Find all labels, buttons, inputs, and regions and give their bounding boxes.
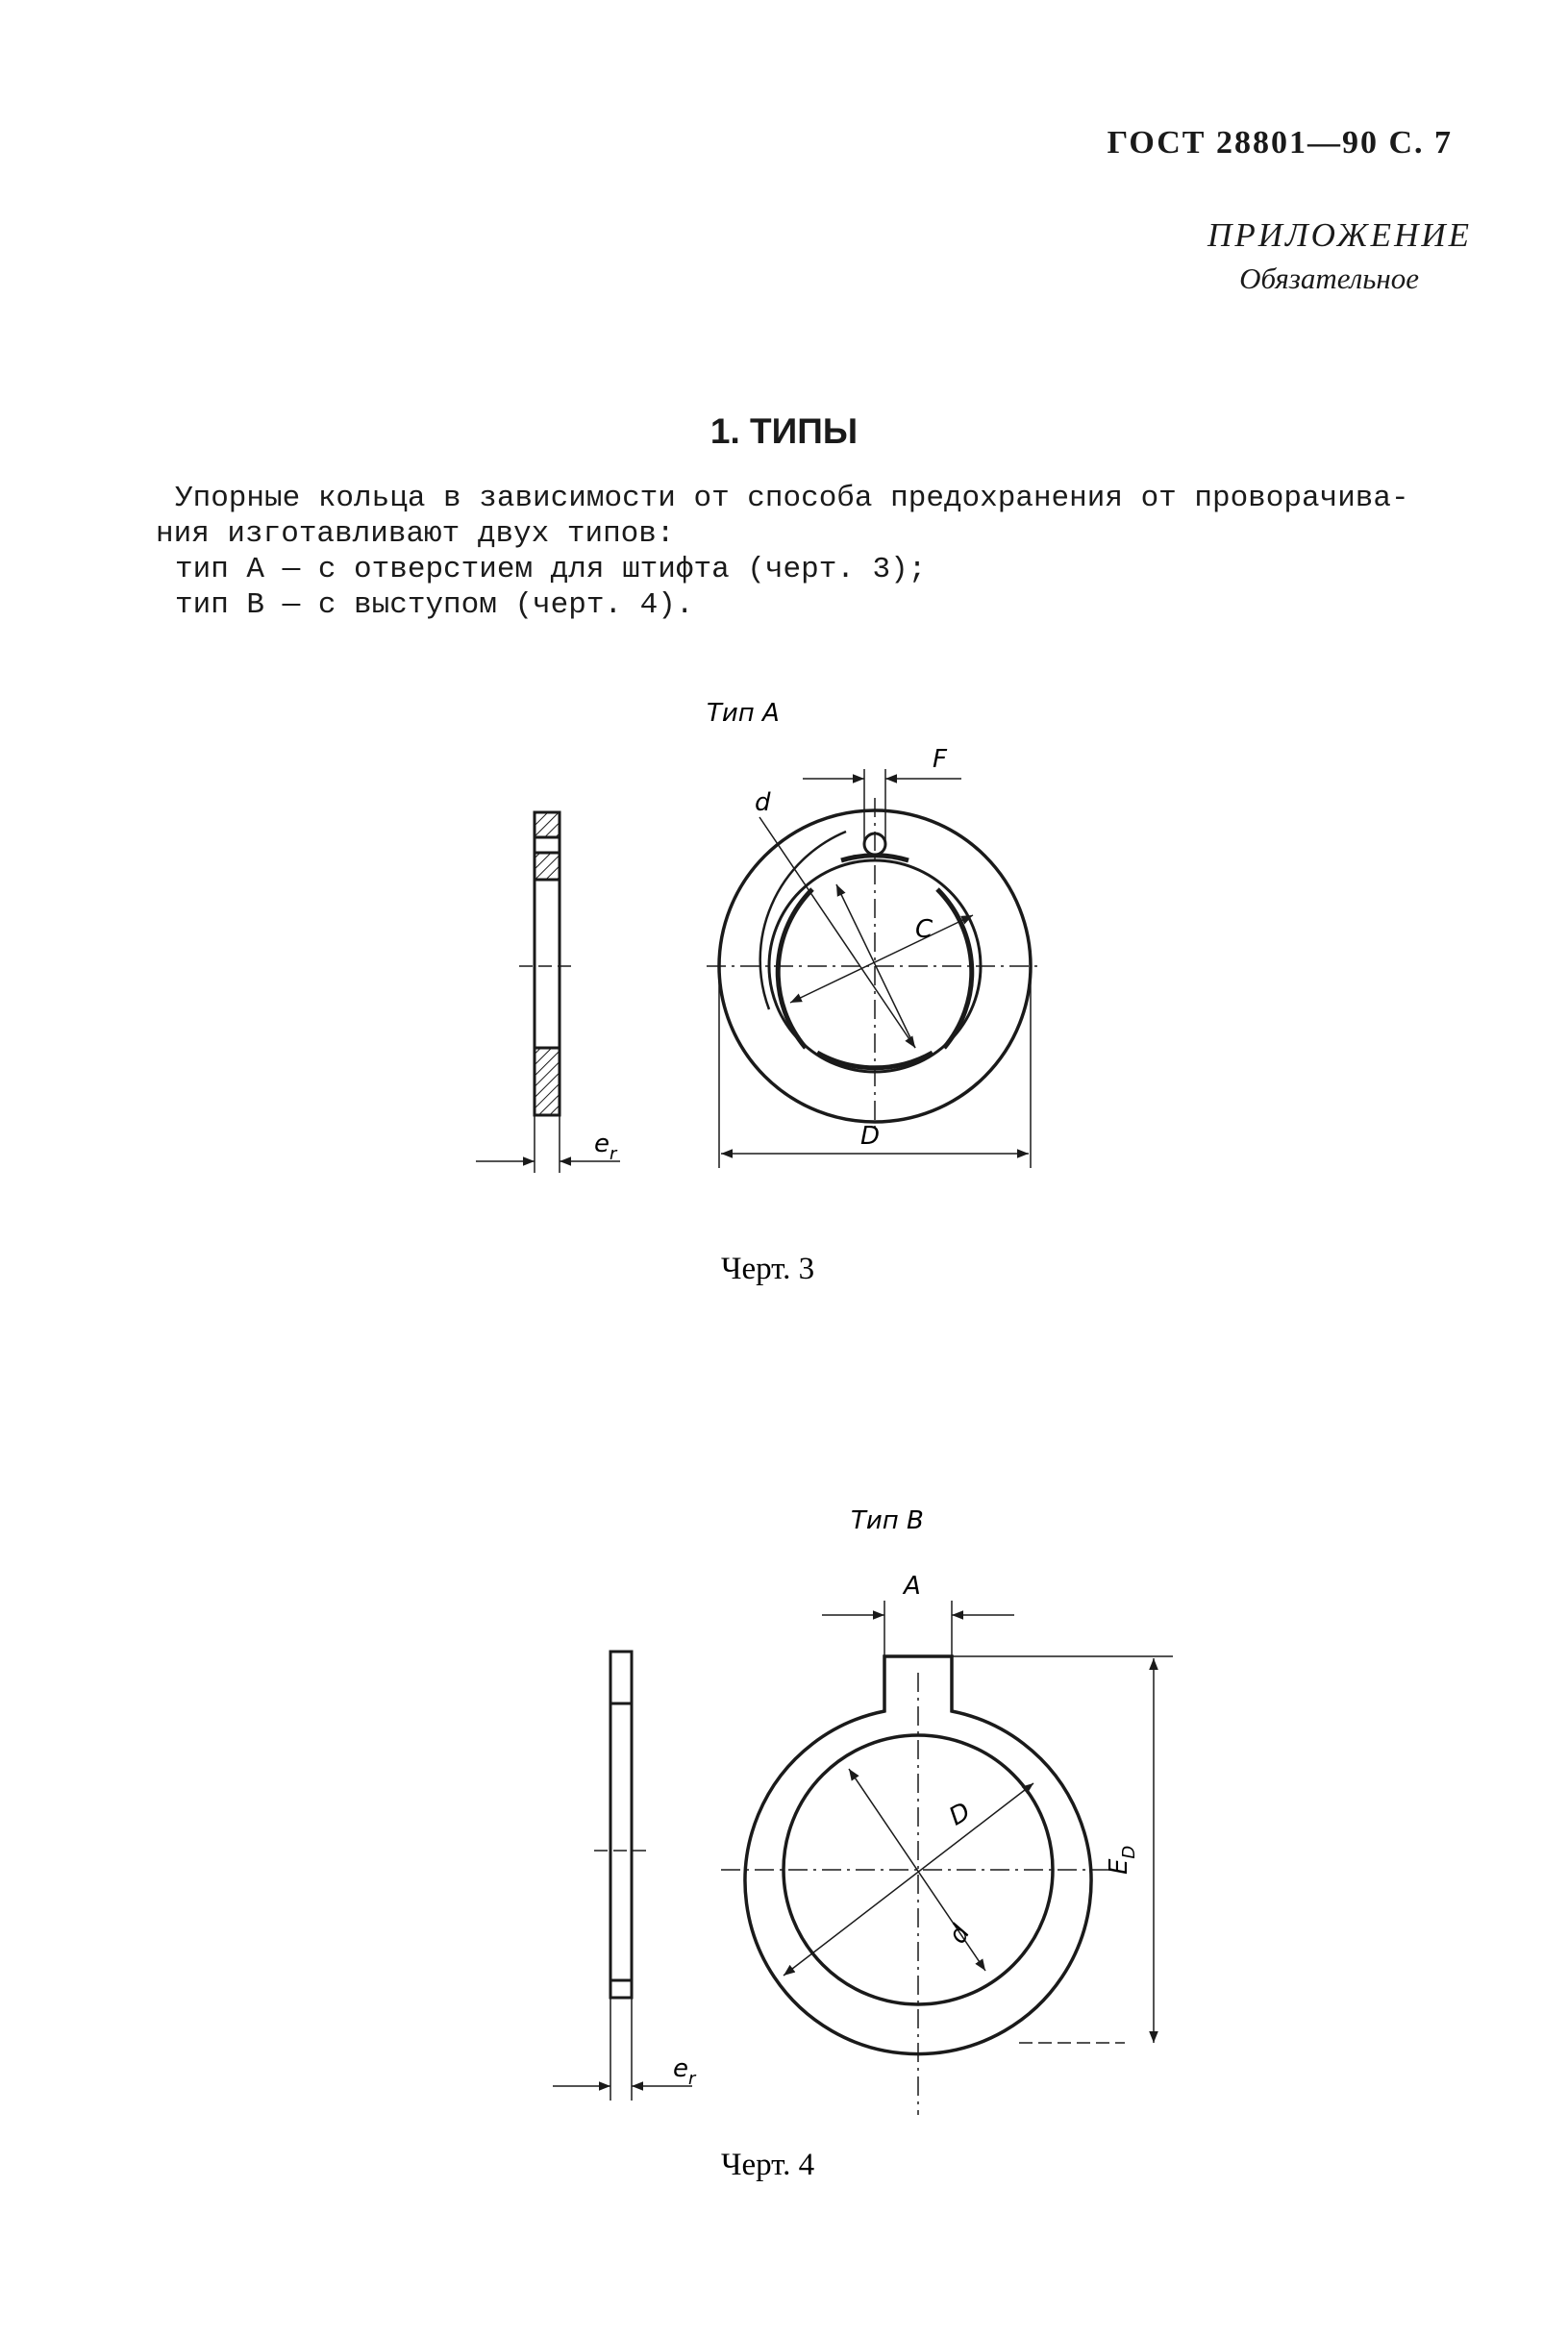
document-reference: ГОСТ 28801—90 С. 7 [1107,125,1453,161]
dim-d-a: d [755,788,771,817]
type-a-label: Тип А [707,699,780,728]
dim-f-a: F [933,745,947,774]
paragraph-line-3: тип А — с отверстием для штифта (черт. 3); [175,553,927,586]
dim-outer-d-a: D [860,1122,881,1151]
paragraph-line-2: ния изготавливают двух типов: [156,517,675,551]
dim-er-b: $e_r$ [673,2054,696,2089]
type-b-front-view [721,1601,1173,2115]
type-b-label: Тип В [851,1506,924,1535]
dim-outer-d-b: D [944,1797,976,1832]
type-b-side-view [553,1652,692,2101]
paragraph-line-1: Упорные кольца в зависимости от способа предохранения от проворачива- [175,482,1409,515]
paragraph-line-4: тип В — с выступом (черт. 4). [175,588,694,622]
appendix-subtitle: Обязательное [1239,261,1419,295]
appendix-title: ПРИЛОЖЕНИЕ [1207,216,1472,254]
dim-a-b: A [904,1572,921,1601]
figure-4-caption: Черт. 4 [721,2148,815,2182]
type-a-side-view [476,812,620,1173]
section-title: 1. ТИПЫ [709,411,859,451]
dim-c-a: C [915,915,933,944]
dim-inner-d-b: d [942,1920,977,1950]
dim-er-a: $e_r$ [594,1130,617,1164]
figure-3-caption: Черт. 3 [721,1252,815,1286]
type-a-front-view [707,769,1043,1168]
dim-ed-b: $E_D$ [1105,1845,1139,1875]
